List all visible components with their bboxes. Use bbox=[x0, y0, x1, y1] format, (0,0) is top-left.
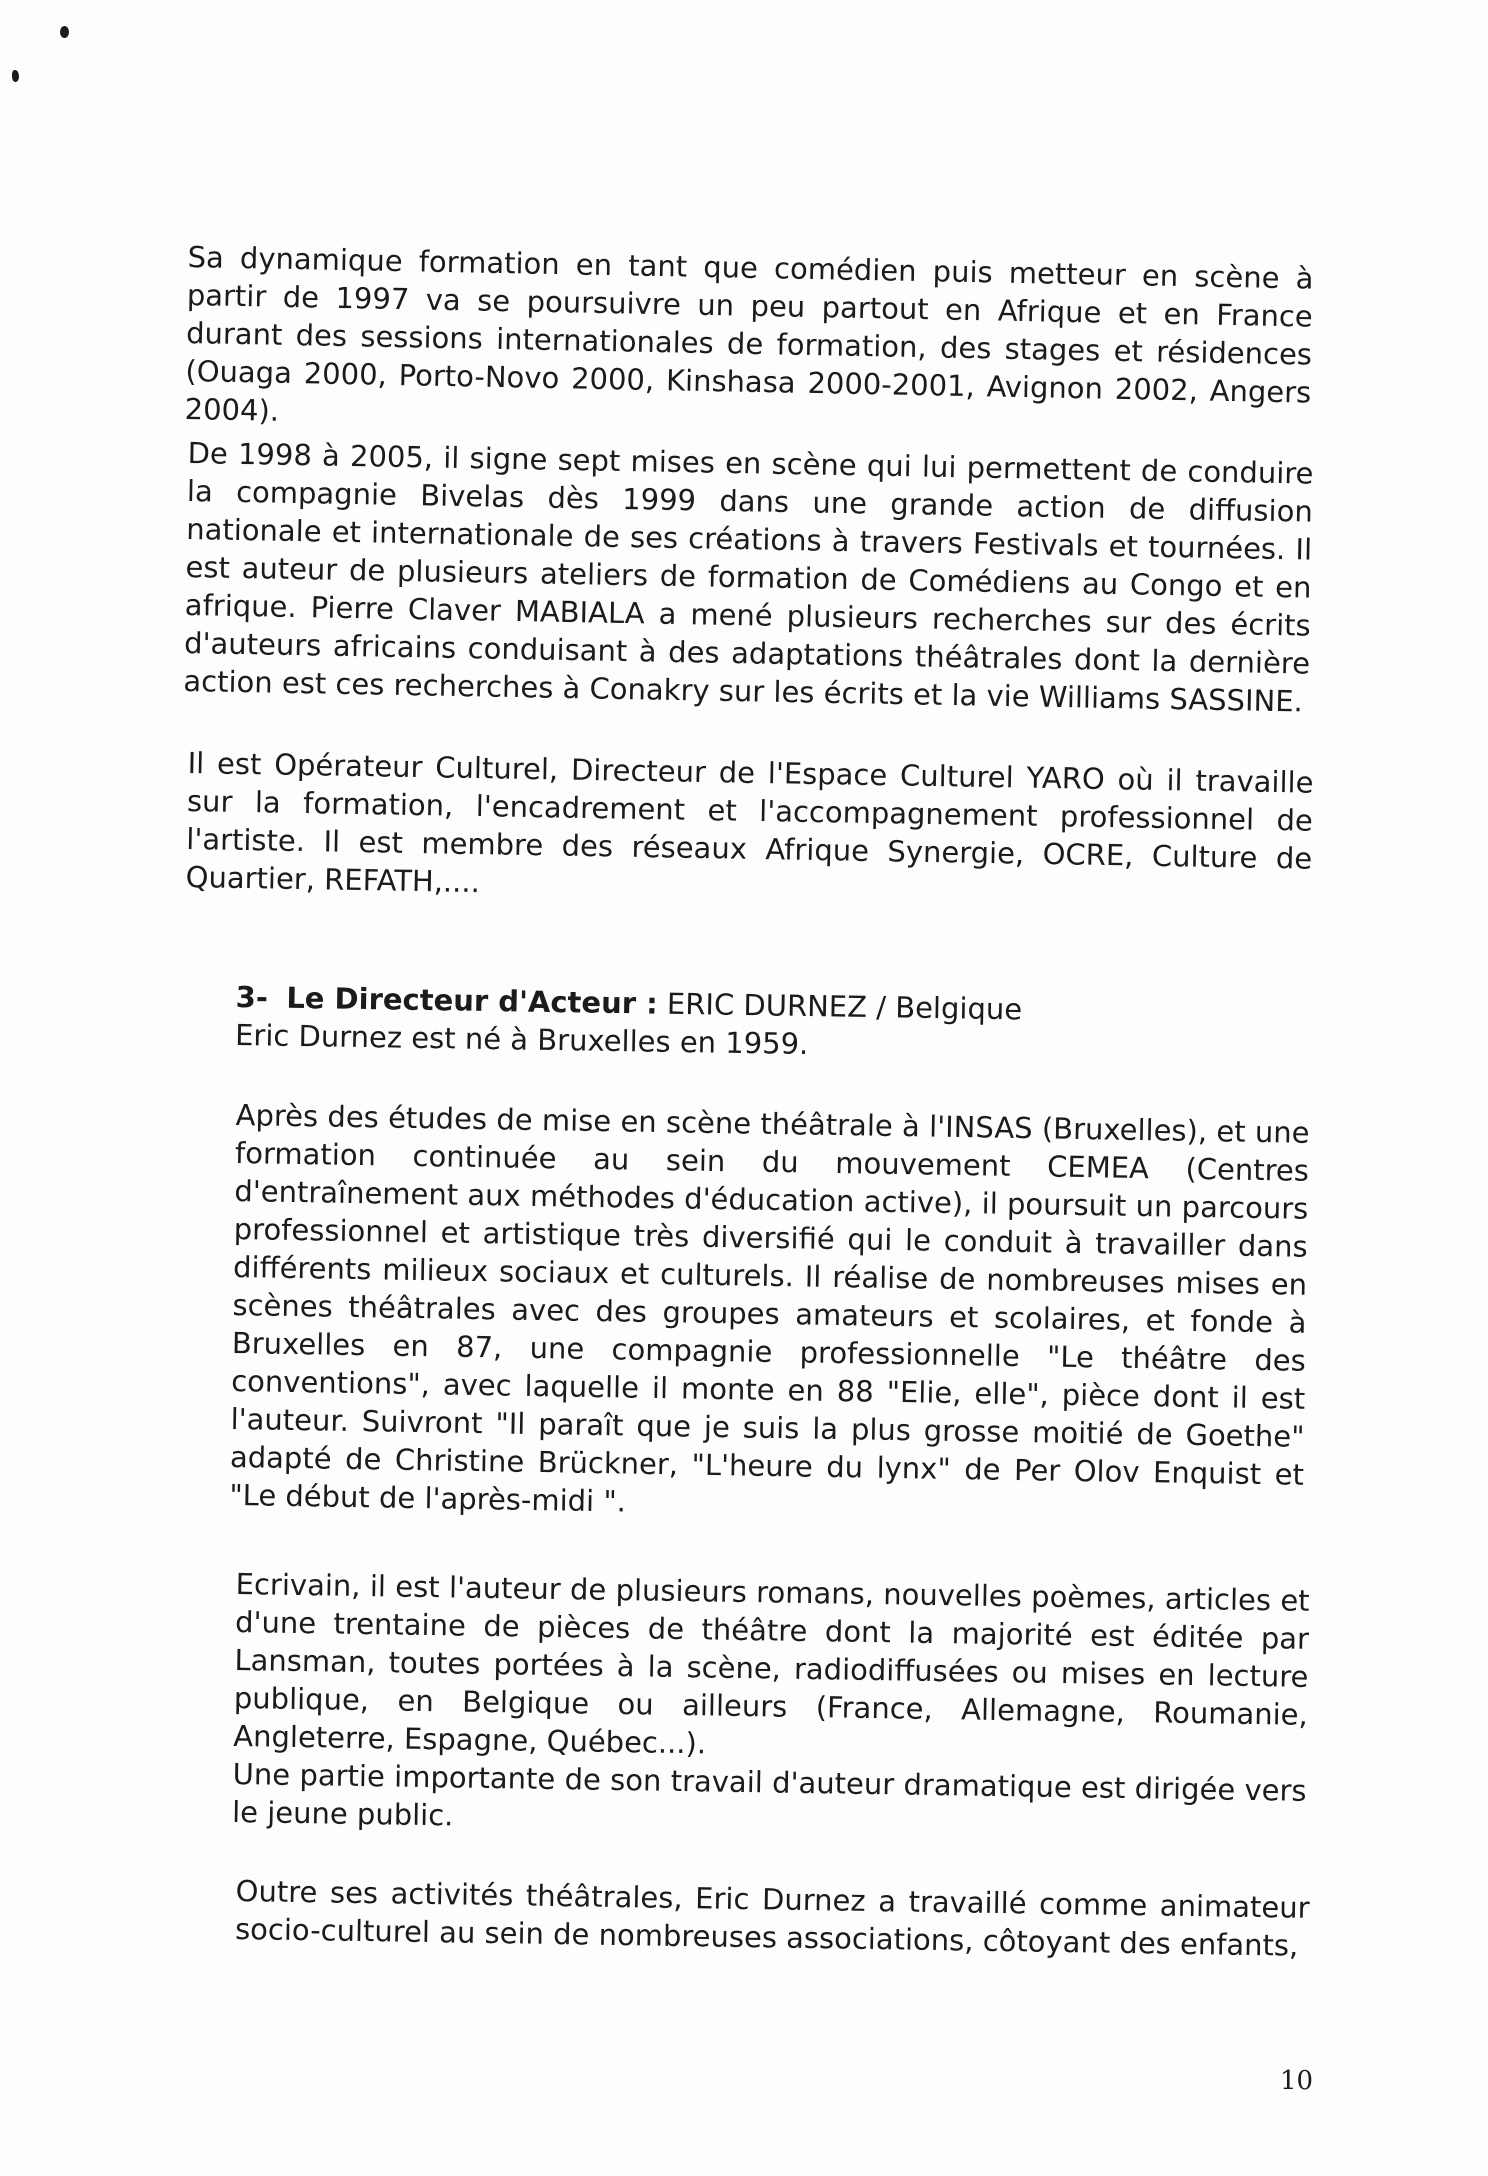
scan-speck bbox=[60, 26, 69, 38]
paragraph-jeune-public: Une partie importante de son travail d'auteur dramatique est dirigée vers le jeune public. bbox=[231, 1756, 1307, 1833]
paragraph-operateur-culturel: Il est Opérateur Culturel, Directeur de l'Espace Culturel YARO où il travaille sur la formation, l'encadrement et l'accompagnement professionnel de l'artiste. Il est membre des réseaux Afrique Synergie, OCRE, Culture de Quartier, REFATH,.... bbox=[185, 745, 1314, 900]
section-number: 3- bbox=[235, 979, 269, 1015]
paragraph-activites: Outre ses activités théâtrales, Eric Durnez a travaillé comme animateur socio-culturel au sein de nombreuses associations, côtoyant des enfants, bbox=[234, 1873, 1310, 1963]
paragraph-etudes: Après des études de mise en scène théâtrale à l'INSAS (Bruxelles), et une formation continuée au sein du mouvement CEMEA (Centres d'entraînement aux méthodes d'éducation active), il poursuit un parcours professionnel et artistique très diversifié qui le conduit à travailler dans différents milieux sociaux et culturels. Il réalise de nombreuses mises en scènes théâtrales avec des groupes amateurs et scolaires, et fonde à Bruxelles en 87, une compagnie professionnelle "Le théâtre des conventions", avec laquelle il monte en 88 "Elie, elle", pièce dont il est l'auteur. Suivront "Il paraît que je suis la plus grosse moitié de Goethe" adapté de Christine Brückner, "L'heure du lynx" de Per Olov Enquist et "Le début de l'après-midi ". bbox=[229, 1097, 1310, 1519]
section-subline: Eric Durnez est né à Bruxelles en 1959. bbox=[234, 1017, 809, 1061]
paragraph-formation: Sa dynamique formation en tant que comédien puis metteur en scène à partir de 1997 va se poursuivre un peu partout en Afrique et en France durant des sessions internationales de formation, des stages et résidences (Ouaga 2000, Porto-Novo 2000, Kinshasa 2000-2001, Avignon 2002, Angers 2004). bbox=[184, 239, 1314, 428]
section-heading-directeur bbox=[235, 978, 1316, 1071]
paragraph-ecrivain-block bbox=[232, 1565, 1310, 1848]
paragraph-ecrivain: Ecrivain, il est l'auteur de plusieurs romans, nouvelles poèmes, articles et d'une trentaine de pièces de théâtre dont la majorité est éditée par Lansman, toutes portées à la scène, radiodiffusées ou mises en lecture publique, en Belgique ou ailleurs (France, Allemagne, Roumanie, Angleterre, Espagne, Québec...). bbox=[233, 1566, 1310, 1761]
section-value: ERIC DURNEZ / Belgique bbox=[666, 986, 1023, 1027]
paragraph-mises-en-scene: De 1998 à 2005, il signe sept mises en scène qui lui permettent de conduire la compagnie Bivelas dès 1999 dans une grande action de diffusion nationale et internationale de ses créations à travers Festivals et tournées. Il est auteur de plusieurs ateliers de formation de Comédiens au Congo et en afrique. Pierre Claver MABIALA a mené plusieurs recherches sur des écrits d'auteurs africains conduisant à des adaptations théâtrales dont la dernière action est ces recherches à Conakry sur les écrits et la vie Williams SASSINE. bbox=[183, 435, 1314, 719]
scan-speck bbox=[12, 70, 19, 82]
page-number: 10 bbox=[1280, 2066, 1314, 2096]
section-label: Le Directeur d'Acteur : bbox=[286, 980, 659, 1021]
